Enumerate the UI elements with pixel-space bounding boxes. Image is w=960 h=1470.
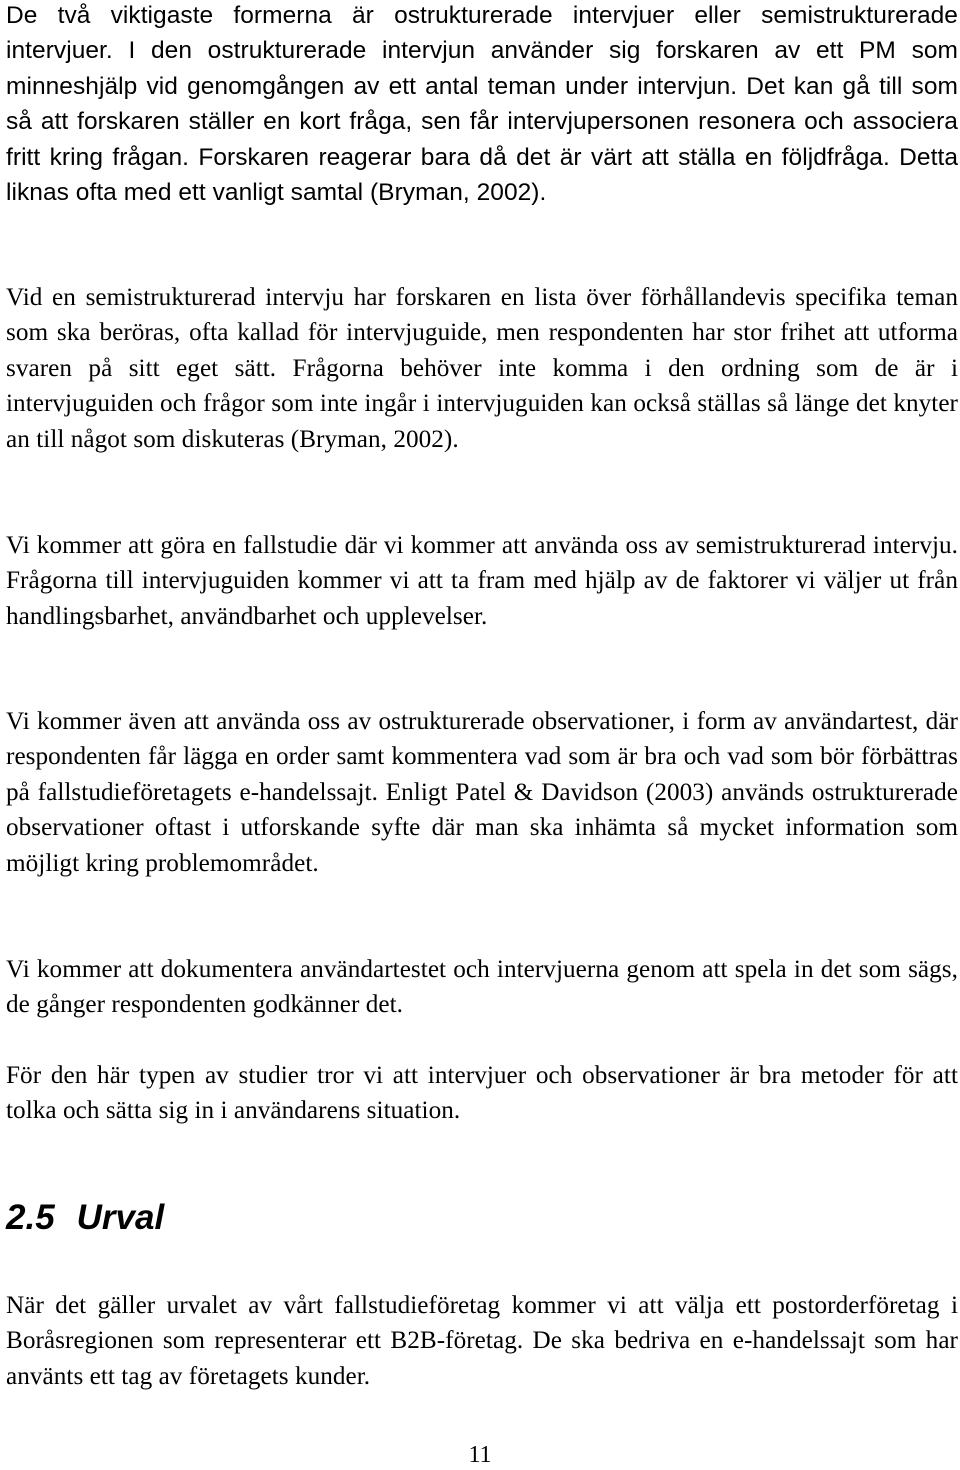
paragraph-case-study: Vi kommer att göra en fallstudie där vi kommer att använda oss av semistrukturerad intervju. Frågorna till intervjuguiden kommer vi att ta fram med hjälp av de faktorer vi väljer ut från handlingsbarhet, användbarhet och upplevelser. (6, 532, 958, 630)
page-number: 11 (468, 1442, 492, 1468)
section-title: Urval (76, 1198, 165, 1237)
paragraph-documentation: Vi kommer att dokumentera användartestet och intervjuerna genom att spela in det som sägs, de gånger respondenten godkänner det. (6, 956, 958, 1019)
paragraph-selection: När det gäller urvalet av vårt fallstudieföretag kommer vi att välja ett postorderföretag i Boråsregionen som representerar ett B2B-företag. De ska bedriva en e-handelssajt som har använts ett tag av företagets kunder. (6, 1292, 958, 1390)
section-number: 2.5 (6, 1198, 55, 1237)
paragraph-interview-forms: De två viktigaste formerna är ostrukturerade intervjuer eller semistrukturerade intervjuer. I den ostrukturerade intervjun använder sig forskaren av ett PM som minneshjälp vid genomgången av ett antal teman under intervjun. Det kan gå till som så att forskaren ställer en kort fråga, sen får intervjupersonen resonera och associera fritt kring frågan. Forskaren reagerar bara då det är värt att ställa en följdfråga. Detta liknas ofta med ett vanligt samtal (Bryman, 2002). (6, 2, 958, 207)
paragraph-semistructured-interview: Vid en semistrukturerad intervju har forskaren en lista över förhållandevis specifika teman som ska beröras, ofta kallad för intervjuguide, men respondenten har stor frihet att utforma svaren på sitt eget sätt. Frågorna behöver inte komma i den ordning som de är i intervjuguiden och frågor som inte ingår i intervjuguiden kan också ställas så länge det knyter an till något som diskuteras (Bryman, 2002). (6, 284, 958, 453)
section-heading (6, 1196, 164, 1240)
paragraph-observations: Vi kommer även att använda oss av ostrukturerade observationer, i form av användartest, där respondenten får lägga en order samt kommentera vad som är bra och vad som bör förbättras på fallstudieföretagets e-handelssajt. Enligt Patel & Davidson (2003) används ostrukturerade observationer oftast i utforskande syfte där man ska inhämta så mycket information som möjligt kring problemområdet. (6, 708, 958, 877)
paragraph-method-motivation: För den här typen av studier tror vi att intervjuer och observationer är bra metoder för att tolka och sätta sig in i användarens situation. (6, 1062, 958, 1125)
